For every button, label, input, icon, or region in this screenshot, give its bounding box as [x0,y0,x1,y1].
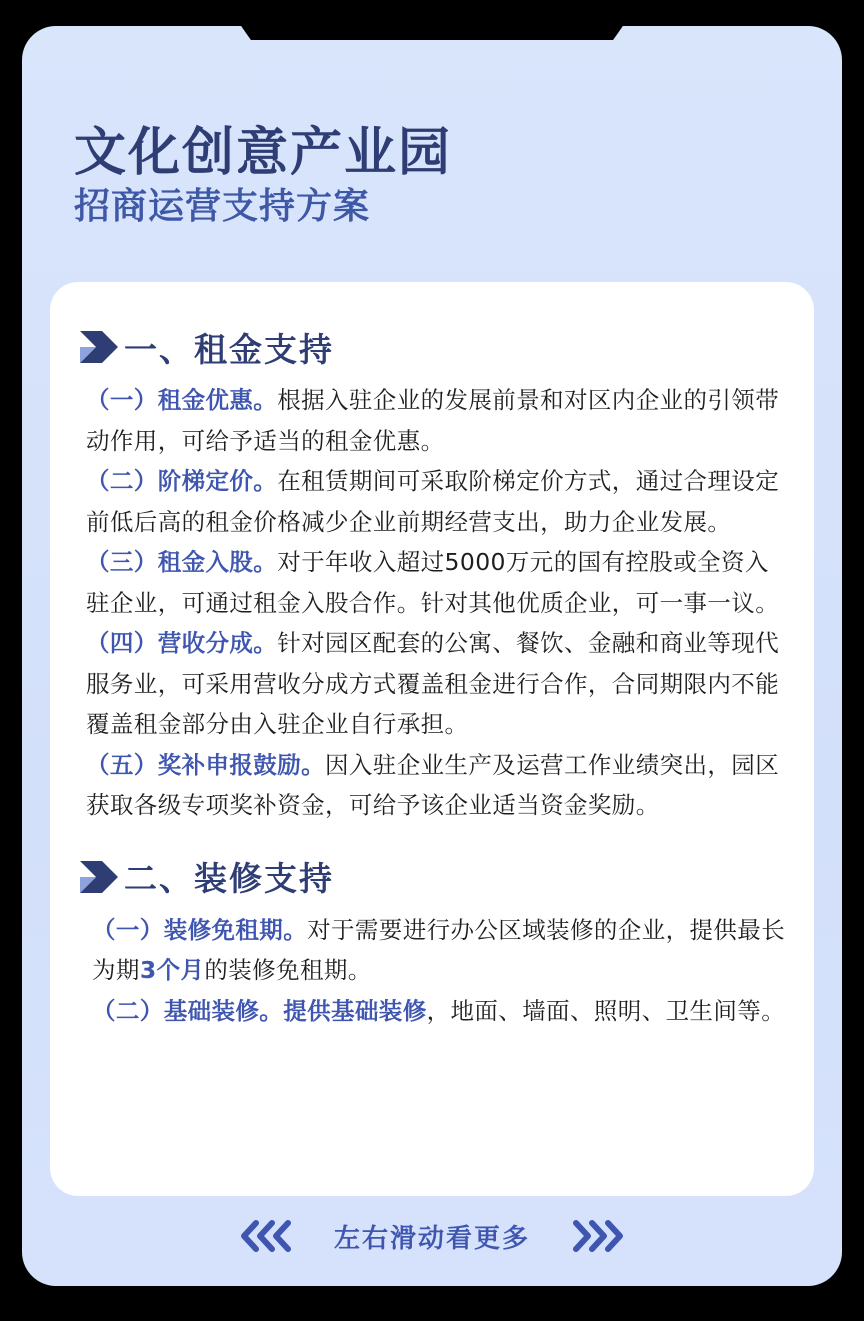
item-label: （四）营收分成。 [86,629,278,657]
item-text: 针对园区配套的公寓、餐饮、金融和商业等现代服务业，可采用营收分成方式覆盖租金进行合作，合同期限内不能覆盖租金部分由入驻企业自行承担。 [86,629,780,738]
item-text: 根据入驻企业的发展前景和对区内企业的引领带动作用，可给予适当的租金优惠。 [86,386,780,455]
item-text: 因入驻企业生产及运营工作业绩突出，园区获取各级专项奖补资金，可给予该企业适当资金奖励。 [86,750,780,819]
swipe-hint-text: 左右滑动看更多 [333,1223,530,1254]
item-label-secondary: 提供基础装修 [283,996,427,1025]
section-heading-rent [78,322,786,372]
list-item [78,745,786,826]
item-text: 在租赁期间可采取阶梯定价方式，通过合理设定前低后高的租金价格减少企业前期经营支出，助力企业发展。 [86,467,780,536]
triple-chevron-left-icon[interactable] [238,1219,298,1253]
triple-chevron-right-icon[interactable] [566,1219,626,1253]
page-title: 文化创意产业园 [74,123,453,183]
item-highlight: 3个月 [139,956,205,984]
item-text: 对于需要进行办公区域装修的企业，提供最长为期 [92,915,786,984]
page-subtitle: 招商运营支持方案 [74,186,371,227]
item-label: （三）租金入股。 [86,548,278,576]
item-label: （五）奖补申报鼓励。 [86,750,325,779]
section-heading-decoration [78,852,786,902]
item-text: ，地面、墙面、照明、卫生间等。 [426,996,786,1025]
swipe-hint [22,1206,842,1266]
list-item [78,991,786,1032]
item-text: 对于年收入超过5000万元的国有控股或全资入驻企业，可通过租金入股合作。针对其他优质企业，可一事一议。 [86,548,780,617]
item-label: （二）阶梯定价。 [86,467,278,495]
item-text: 的装修免租期。 [204,956,372,984]
list-item [78,542,786,623]
chevron-right-icon [78,329,122,365]
chevron-right-icon [78,859,122,895]
section-title: 二、装修支持 [124,859,334,898]
item-label: （二）基础装修。 [92,996,284,1025]
list-item [78,623,786,745]
content-card [50,282,814,1196]
list-item [78,380,786,461]
item-label: （一）装修免租期。 [92,915,308,944]
section-title: 一、租金支持 [124,329,334,369]
top-notch [258,26,606,40]
list-item [78,461,786,542]
list-item [78,910,786,991]
item-label: （一）租金优惠。 [86,386,278,414]
